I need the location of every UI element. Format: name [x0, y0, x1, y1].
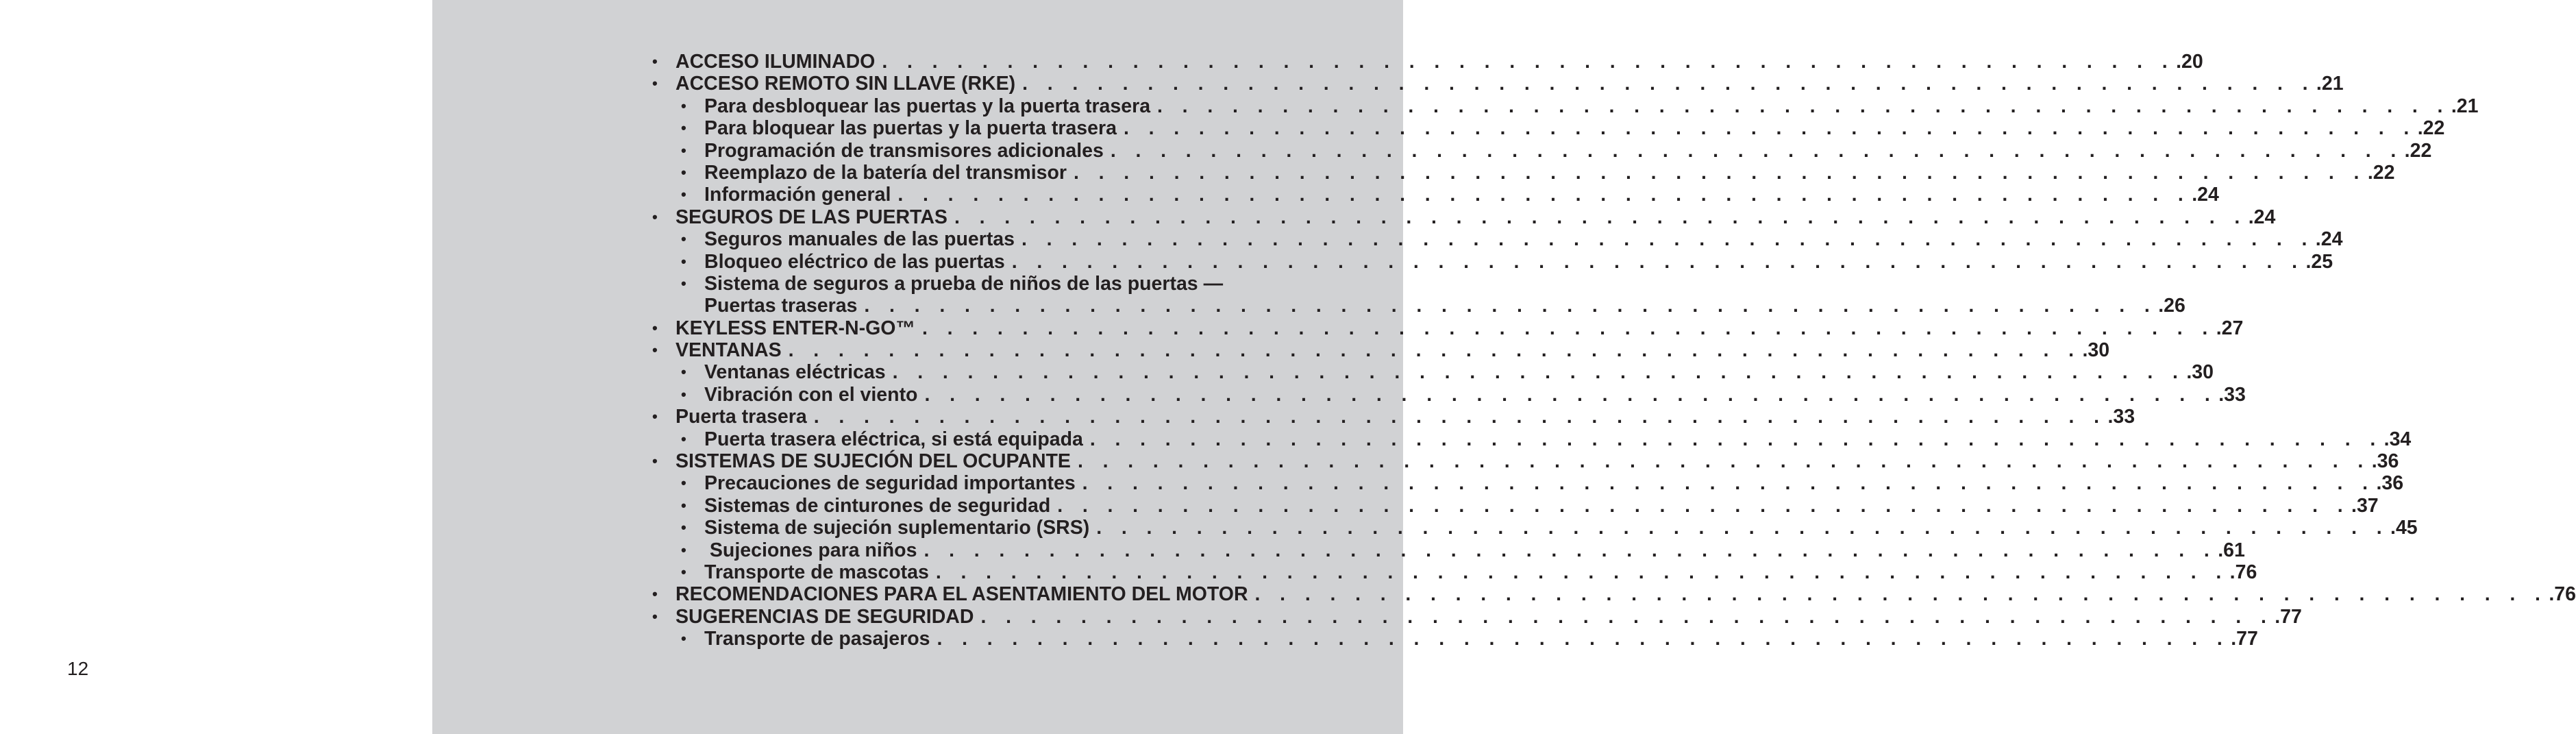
bullet-icon: •: [652, 585, 658, 603]
toc-entry-title: ACCESO ILUMINADO: [676, 51, 876, 73]
toc-entry-title: Puerta trasera: [676, 406, 807, 428]
toc-entry-title: Sistema de seguros a prueba de niños de las puertas —: [704, 272, 1224, 295]
bullet-icon: •: [681, 230, 686, 248]
dot-leader: . . . . . . . . . . . . . . . . . . . . . . . . . . . . . . . . . . . . . . . . . . . . . . . . . . . .: [1110, 139, 2403, 162]
toc-entry-page: .21: [2451, 95, 2479, 117]
bullet-icon: •: [652, 452, 658, 470]
toc-entry-title: SUGERENCIAS DE SEGURIDAD: [676, 605, 974, 628]
bullet-icon: •: [681, 252, 686, 270]
toc-subentry-mascotas[interactable]: [652, 561, 2257, 583]
toc-entry-page: .22: [2417, 117, 2445, 140]
toc-entry-title: Seguros manuales de las puertas: [704, 228, 1015, 251]
toc-subentry-seguros-ninos[interactable]: [652, 273, 1337, 295]
dot-leader: . . . . . . . . . . . . . . . . . . . . . . . . . . . . . . . . . . . . . . . . . . . . . . . . . . . .: [935, 561, 2229, 583]
toc-entry-title: RECOMENDACIONES PARA EL ASENTAMIENTO DEL MOTOR: [676, 583, 1248, 606]
toc-entry-title: Sistema de sujeción suplementario (SRS): [704, 517, 1090, 539]
toc-entry-title: Para desbloquear las puertas y la puerta trasera: [704, 95, 1151, 117]
toc-subentry-srs[interactable]: [652, 517, 2418, 539]
toc-subentry-informacion-general[interactable]: [652, 184, 2219, 206]
toc-entry-title: SEGUROS DE LAS PUERTAS: [676, 206, 948, 228]
dot-leader: . . . . . . . . . . . . . . . . . . . . . . . . . . . . . . . . . . . . . . . . . . . . . . . . . . . .: [924, 383, 2218, 406]
bullet-icon: •: [681, 563, 686, 580]
dot-leader: . . . . . . . . . . . . . . . . . . . . . . . . . . . . . . . . . . . . . . . . . . . . . . . . . . . .: [1082, 472, 2375, 495]
toc-subentry-programacion[interactable]: [652, 139, 2432, 162]
toc-entry-title: Reemplazo de la batería del transmisor: [704, 161, 1067, 184]
bullet-icon: •: [652, 75, 658, 93]
dot-leader: . . . . . . . . . . . . . . . . . . . . . . . . . . . . . . . . . . . . . . . . . . . . . . . . . . . .: [1254, 583, 2548, 606]
toc-subentry-reemplazo-bateria[interactable]: [652, 161, 2395, 184]
toc-entry-title: Sujeciones para niños: [704, 539, 917, 561]
toc-entry-page: .33: [2218, 383, 2246, 406]
dot-leader: . . . . . . . . . . . . . . . . . . . . . . . . . . . . . . . . . . . . . . . . . . . . . . . . . . . .: [1077, 450, 2370, 473]
bullet-icon: •: [652, 208, 658, 225]
bullet-icon: •: [681, 363, 686, 381]
bullet-icon: •: [652, 319, 658, 337]
toc-subentry-continuation[interactable]: [652, 295, 2185, 317]
toc-entry-title: Vibración con el viento: [704, 383, 918, 406]
toc-subentry-seguros-manuales[interactable]: [652, 228, 2343, 251]
toc-entry-page: .25: [2305, 250, 2333, 273]
dot-leader: . . . . . . . . . . . . . . . . . . . . . . . . . . . . . . . . . . . . . . . . . . . . . . . . . . . .: [1074, 161, 2366, 184]
bullet-icon: •: [681, 385, 686, 403]
toc-entry-title: SISTEMAS DE SUJECIÓN DEL OCUPANTE: [676, 450, 1071, 473]
toc-entry-ventanas[interactable]: [652, 339, 2110, 362]
toc-entry-title: Precauciones de seguridad importantes: [704, 472, 1076, 495]
bullet-icon: •: [681, 274, 686, 292]
dot-leader: . . . . . . . . . . . . . . . . . . . . . . . . . . . . . . . . . . . . . . . . . . . . . . . . . . . .: [897, 184, 2191, 206]
toc-entry-page: .36: [2376, 472, 2404, 495]
toc-entry-puerta-trasera[interactable]: [652, 406, 2135, 428]
toc-entry-page: .34: [2383, 428, 2412, 450]
toc-entry-page: .61: [2218, 539, 2245, 561]
bullet-icon: •: [681, 141, 686, 159]
toc-entry-title: Transporte de mascotas: [704, 561, 929, 583]
dot-leader: . . . . . . . . . . . . . . . . . . . . . . . . . . . . . . . . . . . . . . . . . . . . . . . . . . . .: [1057, 494, 2351, 517]
toc-entry-page: .24: [2192, 184, 2219, 206]
bullet-icon: •: [652, 408, 658, 426]
bullet-icon: •: [681, 97, 686, 114]
toc-entry-title: Ventanas eléctricas: [704, 361, 886, 384]
bullet-icon: •: [652, 341, 658, 359]
dot-leader: . . . . . . . . . . . . . . . . . . . . . . . . . . . . . . . . . . . . . . . . . . . . . . . . . . . .: [788, 339, 2081, 362]
toc-entry-page: .37: [2351, 494, 2379, 517]
toc-entry-title: Programación de transmisores adicionales: [704, 139, 1104, 162]
toc-entry-page: .22: [2404, 139, 2432, 162]
dot-leader: . . . . . . . . . . . . . . . . . . . . . . . . . . . . . . . . . . . . . . . . . . . . . . . . . . . .: [813, 406, 2107, 428]
toc-entry-title: Puertas traseras: [704, 295, 858, 317]
bullet-icon: •: [681, 119, 686, 137]
toc-entry-page: .77: [2231, 628, 2258, 650]
toc-entry-page: .45: [2390, 517, 2418, 539]
toc-entry-page: .30: [2082, 339, 2110, 362]
toc-subentry-precauciones[interactable]: [652, 472, 2404, 495]
toc-subentry-cinturones[interactable]: [652, 494, 2379, 517]
toc-entry-page: .77: [2275, 605, 2302, 628]
toc-entry-page: .76: [2549, 583, 2576, 606]
toc-subentry-vibracion[interactable]: [652, 383, 2246, 406]
dot-leader: . . . . . . . . . . . . . . . . . . . . . . . . . . . . . . . . . . . . . . . . . . . . . . . . . . . .: [924, 539, 2217, 561]
toc-entry-page: .21: [2316, 73, 2344, 95]
dot-leader: . . . . . . . . . . . . . . . . . . . . . . . . . . . . . . . . . . . . . . . . . . . . . . . . . . . .: [954, 206, 2247, 228]
bullet-icon: •: [652, 607, 658, 625]
toc-entry-page: .27: [2216, 317, 2244, 339]
bullet-icon: •: [681, 474, 686, 492]
bullet-icon: •: [652, 53, 658, 70]
dot-leader: . . . . . . . . . . . . . . . . . . . . . . . . . . . . . . . . . . . . . . . . . . . . . . . . . . . .: [1011, 250, 2305, 273]
toc-entry-page: .36: [2371, 450, 2399, 473]
toc-subentry-bloquear[interactable]: [652, 117, 2445, 140]
toc-entry-title: KEYLESS ENTER-N-GO™: [676, 317, 915, 339]
toc-subentry-puerta-trasera-electrica[interactable]: [652, 428, 2412, 450]
toc-entry-title: Puerta trasera eléctrica, si está equipada: [704, 428, 1083, 450]
toc-entry-keyless[interactable]: [652, 317, 2244, 339]
toc-entry-title: ACCESO REMOTO SIN LLAVE (RKE): [676, 73, 1016, 95]
toc-entry-page: .24: [2248, 206, 2276, 228]
dot-leader: . . . . . . . . . . . . . . . . . . . . . . . . . . . . . . . . . . . . . . . . . . . . . . . . . . . .: [1021, 228, 2314, 251]
dot-leader: . . . . . . . . . . . . . . . . . . . . . . . . . . . . . . . . . . . . . . . . . . . . . . . . . . . .: [1096, 517, 2390, 539]
dot-leader: . . . . . . . . . . . . . . . . . . . . . . . . . . . . . . . . . . . . . . . . . . . . . . . . . . . .: [882, 51, 2175, 73]
bullet-icon: •: [681, 519, 686, 537]
dot-leader: . . . . . . . . . . . . . . . . . . . . . . . . . . . . . . . . . . . . . . . . . . . . . . . . . . . .: [1157, 95, 2450, 117]
dot-leader: . . . . . . . . . . . . . . . . . . . . . . . . . . . . . . . . . . . . . . . . . . . . . . . . . . . .: [1022, 73, 2315, 95]
bullet-icon: •: [681, 541, 686, 559]
bullet-icon: •: [681, 630, 686, 648]
toc-entry-asentamiento-motor[interactable]: [652, 583, 2576, 606]
toc-entry-acceso-iluminado[interactable]: [652, 51, 2203, 73]
dot-leader: . . . . . . . . . . . . . . . . . . . . . . . . . . . . . . . . . . . . . . . . . . . . . . . . . . . .: [864, 295, 2157, 317]
dot-leader: . . . . . . . . . . . . . . . . . . . . . . . . . . . . . . . . . . . . . . . . . . . . . . . . . . . .: [1089, 428, 2383, 450]
table-of-contents: [652, 51, 2576, 650]
bullet-icon: •: [681, 163, 686, 181]
toc-subentry-sujeciones-ninos[interactable]: [652, 539, 2245, 561]
toc-entry-page: .22: [2367, 161, 2395, 184]
dot-leader: . . . . . . . . . . . . . . . . . . . . . . . . . . . . . . . . . . . . . . . . . . . . . . . . . . . .: [1123, 117, 2416, 140]
bullet-icon: •: [681, 430, 686, 448]
left-page: [0, 0, 432, 734]
toc-subentry-ventanas-electricas[interactable]: [652, 361, 2214, 384]
toc-entry-title: Información general: [704, 184, 891, 206]
dot-leader: . . . . . . . . . . . . . . . . . . . . . . . . . . . . . . . . . . . . . . . . . . . . . . . . . . . .: [921, 317, 2215, 339]
toc-entry-page: .30: [2186, 361, 2214, 384]
toc-entry-acceso-remoto[interactable]: [652, 73, 2344, 95]
toc-entry-sugerencias-seguridad[interactable]: [652, 605, 2302, 628]
toc-entry-seguros-puertas[interactable]: [652, 206, 2276, 228]
toc-entry-page: .76: [2229, 561, 2257, 583]
toc-subentry-pasajeros[interactable]: [652, 628, 2258, 650]
toc-subentry-bloqueo-electrico[interactable]: [652, 250, 2333, 273]
toc-entry-page: .33: [2107, 406, 2135, 428]
bullet-icon: •: [681, 496, 686, 514]
toc-entry-sistemas-sujecion[interactable]: [652, 450, 2399, 473]
toc-entry-title: Sistemas de cinturones de seguridad: [704, 494, 1051, 517]
toc-entry-page: .26: [2158, 295, 2185, 317]
toc-entry-title: Para bloquear las puertas y la puerta trasera: [704, 117, 1117, 140]
page-number: 12: [67, 658, 89, 679]
dot-leader: . . . . . . . . . . . . . . . . . . . . . . . . . . . . . . . . . . . . . . . . . . . . . . . . . . . .: [892, 361, 2185, 384]
toc-entry-page: .24: [2315, 228, 2343, 251]
toc-entry-title: Bloqueo eléctrico de las puertas: [704, 250, 1005, 273]
dot-leader: . . . . . . . . . . . . . . . . . . . . . . . . . . . . . . . . . . . . . . . . . . . . . . . . . . . .: [980, 605, 2274, 628]
toc-subentry-desbloquear[interactable]: [652, 95, 2479, 117]
toc-entry-page: .20: [2176, 51, 2203, 73]
dot-leader: . . . . . . . . . . . . . . . . . . . . . . . . . . . . . . . . . . . . . . . . . . . . . . . . . . . .: [937, 628, 2230, 650]
toc-entry-title: VENTANAS: [676, 339, 782, 362]
toc-entry-title: Transporte de pasajeros: [704, 628, 930, 650]
bullet-icon: •: [681, 186, 686, 204]
